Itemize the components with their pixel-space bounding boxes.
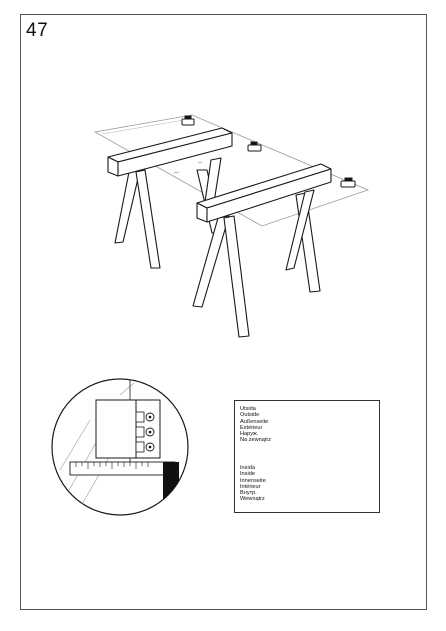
inside-label-fr: Intérieur [240, 483, 261, 490]
outside-label-de: Außenseite [240, 418, 269, 425]
clip-detail-circle [52, 378, 188, 532]
outside-label-fr: Extérieur [240, 424, 263, 431]
inside-label-de: Innenseite [240, 477, 266, 484]
inside-label-pl: Wewnątrz [240, 496, 265, 503]
inside-labels [240, 465, 266, 503]
outside-label-en: Outside [240, 412, 260, 419]
outside-label-pl: Na zewnątrz [240, 437, 272, 444]
inside-label-sv: Insida [240, 465, 255, 471]
outside-label-sv: Utsida [240, 406, 256, 412]
inside-label-en: Inside [240, 471, 255, 478]
outside-labels [240, 406, 271, 444]
outside-label-ru: Наруж. [240, 431, 259, 438]
step-number: 47 [26, 20, 49, 41]
inside-label-ru: Внутр. [240, 490, 257, 497]
